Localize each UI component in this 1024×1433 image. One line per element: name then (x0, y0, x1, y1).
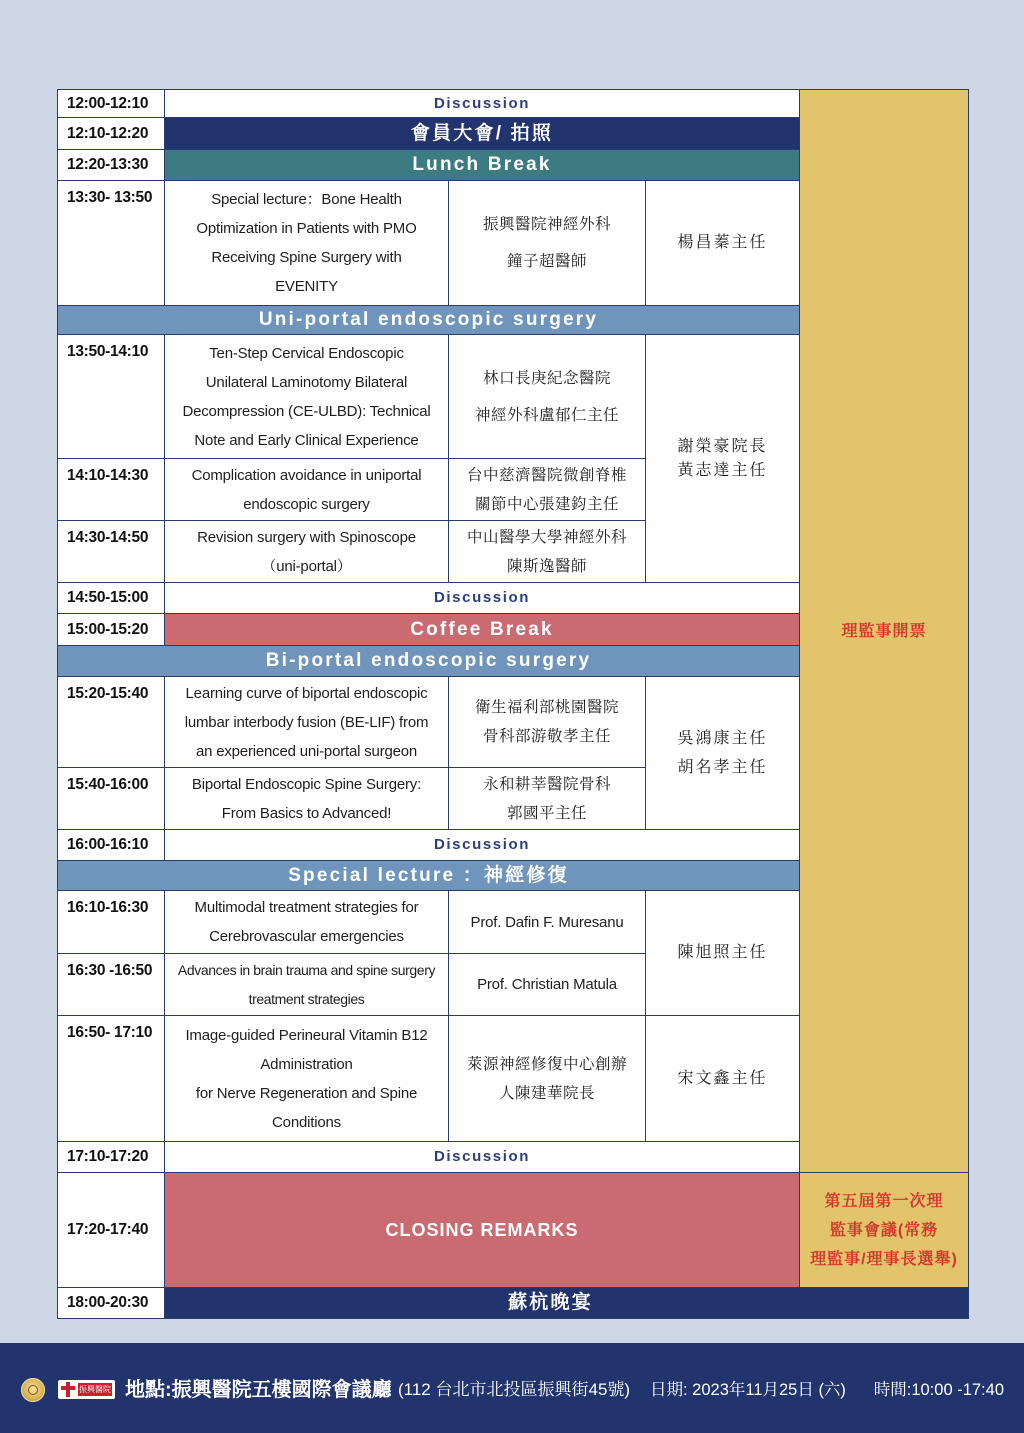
talk-speaker: Prof. Christian Matula (449, 954, 646, 1016)
talk-topic: Multimodal treatment strategies for Cerebrovascular emergencies (165, 891, 449, 954)
discussion-label: Discussion (165, 830, 800, 861)
footer-bar (0, 1343, 1024, 1433)
agenda-row-dinner (58, 1288, 969, 1319)
venue-label: 地點:振興醫院五樓國際會議廳 (125, 1379, 392, 1401)
event-time: 時間:10:00 -17:40 (873, 1381, 1004, 1399)
time-slot: 17:10-17:20 (58, 1142, 165, 1173)
coffee-break-banner: Coffee Break (165, 614, 800, 646)
session-moderator: 宋文鑫主任 (646, 1016, 800, 1142)
time-slot: 14:30-14:50 (58, 521, 165, 583)
time-slot: 13:30- 13:50 (58, 181, 165, 306)
talk-topic: Special lecture：Bone Health Optimization in Patients with PMO Receiving Spine Surgery with EVENITY (165, 181, 449, 306)
time-slot: 16:50- 17:10 (58, 1016, 165, 1142)
talk-topic: Biportal Endoscopic Spine Surgery: From Basics to Advanced! (165, 768, 449, 830)
time-slot: 14:10-14:30 (58, 459, 165, 521)
discussion-label: Discussion (165, 90, 800, 118)
time-slot: 13:50-14:10 (58, 335, 165, 459)
talk-topic: Complication avoidance in uniportal endoscopic surgery (165, 459, 449, 521)
session-moderator: 楊昌蓁主任 (646, 181, 800, 306)
hospital-logo (58, 1380, 115, 1399)
time-slot: 15:20-15:40 (58, 677, 165, 768)
talk-speaker: 萊源神經修復中心創辦 人陳建華院長 (449, 1016, 646, 1142)
talk-speaker: 台中慈濟醫院微創脊椎 關節中心張建鈞主任 (449, 459, 646, 521)
agenda-table (57, 89, 969, 1319)
talk-speaker: Prof. Dafin F. Muresanu (449, 891, 646, 954)
time-slot: 18:00-20:30 (58, 1288, 165, 1319)
discussion-label: Discussion (165, 583, 800, 614)
talk-topic: Image-guided Perineural Vitamin B12 Administration for Nerve Regeneration and Spine Conditions (165, 1016, 449, 1142)
session-moderator: 吳鴻康主任 胡名孝主任 (646, 677, 800, 830)
talk-topic: Ten-Step Cervical Endoscopic Unilateral Laminotomy Bilateral Decompression (CE-ULBD): Technical Note and Early Clinical Experience (165, 335, 449, 459)
general-assembly-banner: 會員大會/ 拍照 (165, 118, 800, 150)
talk-speaker: 永和耕莘醫院骨科 郭國平主任 (449, 768, 646, 830)
section-header: Uni-portal endoscopic surgery (58, 306, 800, 335)
section-header: Bi-portal endoscopic surgery (58, 646, 800, 677)
lunch-break-banner: Lunch Break (165, 150, 800, 181)
discussion-label: Discussion (165, 1142, 800, 1173)
time-slot: 15:40-16:00 (58, 768, 165, 830)
time-slot: 16:10-16:30 (58, 891, 165, 954)
session-moderator: 謝榮豪院長 黃志達主任 (646, 335, 800, 583)
talk-topic: Learning curve of biportal endoscopic lumbar interbody fusion (BE-LIF) from an experienced uni-portal surgeon (165, 677, 449, 768)
time-slot: 14:50-15:00 (58, 583, 165, 614)
ballot-counting-note: 理監事開票 (800, 90, 969, 1173)
hospital-logo-text: 振興醫院 (79, 1385, 111, 1394)
talk-speaker: 林口長庚紀念醫院 神經外科盧郁仁主任 (449, 335, 646, 459)
time-slot: 17:20-17:40 (58, 1173, 165, 1288)
association-emblem-icon (21, 1378, 45, 1402)
agenda-row-discussion (58, 90, 969, 118)
time-slot: 15:00-15:20 (58, 614, 165, 646)
closing-remarks-banner: CLOSING REMARKS (165, 1173, 800, 1288)
session-moderator: 陳旭照主任 (646, 891, 800, 1016)
venue-address: (112 台北市北投區振興街45號) (398, 1380, 631, 1399)
time-slot: 12:00-12:10 (58, 90, 165, 118)
event-date: 日期: 2023年11月25日 (六) (650, 1381, 846, 1399)
red-cross-icon (61, 1382, 75, 1397)
talk-speaker: 中山醫學大學神經外科 陳斯逸醫師 (449, 521, 646, 583)
time-slot: 16:00-16:10 (58, 830, 165, 861)
talk-topic: Revision surgery with Spinoscope （uni-portal） (165, 521, 449, 583)
talk-topic: Advances in brain trauma and spine surgery treatment strategies (165, 954, 449, 1016)
talk-speaker: 振興醫院神經外科 鐘子超醫師 (449, 181, 646, 306)
time-slot: 12:10-12:20 (58, 118, 165, 150)
section-header: Special lecture ：神經修復 (58, 861, 800, 891)
time-slot: 16:30 -16:50 (58, 954, 165, 1016)
dinner-banner: 蘇杭晚宴 (165, 1288, 969, 1319)
board-meeting-note: 第五屆第一次理 監事會議(常務 理監事/理事長選舉) (800, 1173, 969, 1288)
agenda-row-closing (58, 1173, 969, 1288)
time-slot: 12:20-13:30 (58, 150, 165, 181)
talk-speaker: 衛生福利部桃園醫院 骨科部游敬孝主任 (449, 677, 646, 768)
